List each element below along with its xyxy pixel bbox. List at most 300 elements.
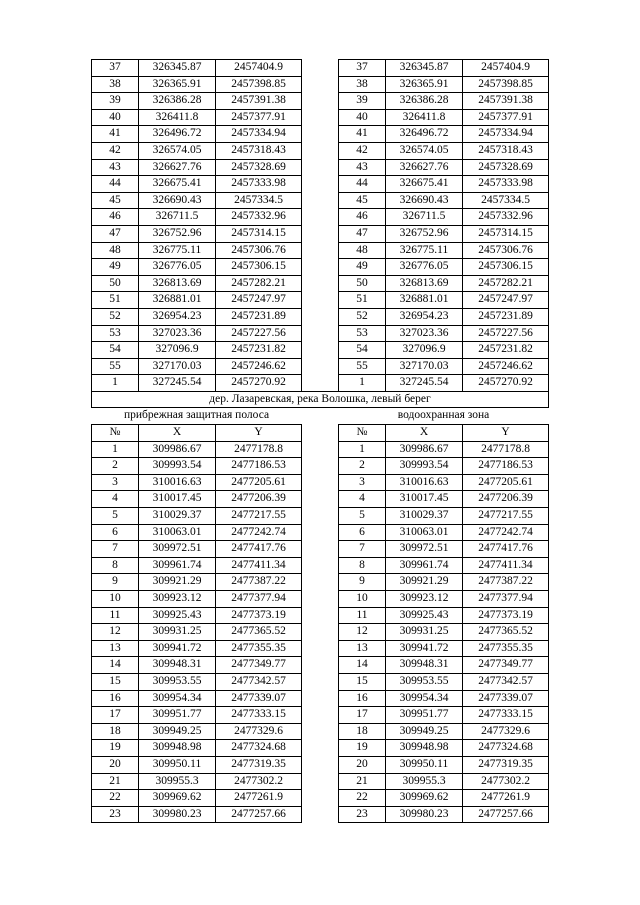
left-y-coordinate: 2477257.66 — [216, 806, 302, 823]
table-row — [92, 740, 549, 757]
right-point-number: 46 — [339, 209, 386, 226]
right-y-coordinate: 2457377.91 — [463, 109, 549, 126]
left-x-coordinate: 309941.72 — [139, 640, 216, 657]
right-y-coordinate: 2477365.52 — [463, 624, 549, 641]
left-x-coordinate: 309948.31 — [139, 657, 216, 674]
right-y-coordinate: 2457314.15 — [463, 225, 549, 242]
left-x-coordinate: 326496.72 — [139, 126, 216, 143]
left-x-coordinate: 326776.05 — [139, 259, 216, 276]
column-gap — [302, 591, 339, 608]
table-row — [92, 657, 549, 674]
right-y-coordinate: 2457246.62 — [463, 358, 549, 375]
left-y-coordinate: 2457282.21 — [216, 275, 302, 292]
left-x-coordinate: 327096.9 — [139, 342, 216, 359]
left-y-coordinate: 2477205.61 — [216, 474, 302, 491]
column-gap — [302, 176, 339, 193]
left-point-number: 51 — [92, 292, 139, 309]
left-x-coordinate: 326574.05 — [139, 142, 216, 159]
column-gap — [302, 425, 339, 442]
right-x-coordinate: 309980.23 — [386, 806, 463, 823]
left-point-number: 40 — [92, 109, 139, 126]
right-y-coordinate: 2457334.5 — [463, 192, 549, 209]
left-y-coordinate: 2457314.15 — [216, 225, 302, 242]
right-y-coordinate: 2477261.9 — [463, 790, 549, 807]
left-point-number: 10 — [92, 591, 139, 608]
right-point-number: 40 — [339, 109, 386, 126]
column-gap — [302, 292, 339, 309]
right-y-coordinate: 2477355.35 — [463, 640, 549, 657]
right-x-coordinate: 309955.3 — [386, 773, 463, 790]
table-row — [92, 76, 549, 93]
right-x-coordinate: 310017.45 — [386, 491, 463, 508]
right-x-coordinate: 309948.31 — [386, 657, 463, 674]
right-y-coordinate: 2457270.92 — [463, 375, 549, 392]
right-zone-heading: водоохранная зона — [339, 408, 549, 425]
left-x-coordinate: 309953.55 — [139, 673, 216, 690]
column-header-row — [92, 425, 549, 442]
column-gap — [302, 557, 339, 574]
left-point-number: 7 — [92, 541, 139, 558]
left-x-coordinate: 309986.67 — [139, 441, 216, 458]
right-y-coordinate: 2477373.19 — [463, 607, 549, 624]
left-y-coordinate: 2457231.82 — [216, 342, 302, 359]
left-y-coordinate: 2477324.68 — [216, 740, 302, 757]
table-row — [92, 142, 549, 159]
table-row — [92, 292, 549, 309]
column-gap — [302, 524, 339, 541]
right-y-coordinate: 2477257.66 — [463, 806, 549, 823]
left-point-number: 22 — [92, 790, 139, 807]
left-point-number: 17 — [92, 707, 139, 724]
column-gap — [302, 458, 339, 475]
right-point-number: 48 — [339, 242, 386, 259]
left-y-coordinate: 2457306.15 — [216, 259, 302, 276]
right-x-coordinate: 309986.67 — [386, 441, 463, 458]
column-gap — [302, 508, 339, 525]
table-row — [92, 192, 549, 209]
left-x-coordinate: 309931.25 — [139, 624, 216, 641]
left-x-coordinate: 327023.36 — [139, 325, 216, 342]
zone-heading-row — [92, 408, 549, 425]
table-row — [92, 524, 549, 541]
left-point-number: 6 — [92, 524, 139, 541]
column-gap — [302, 408, 339, 425]
right-point-number: 52 — [339, 308, 386, 325]
left-x-coordinate: 326675.41 — [139, 176, 216, 193]
right-y-coordinate: 2477377.94 — [463, 591, 549, 608]
left-point-number: 46 — [92, 209, 139, 226]
left-point-number: 49 — [92, 259, 139, 276]
left-x-coordinate: 326881.01 — [139, 292, 216, 309]
right-y-coordinate: 2457282.21 — [463, 275, 549, 292]
column-gap — [302, 375, 339, 392]
left-point-number: 50 — [92, 275, 139, 292]
right-x-coordinate: 309925.43 — [386, 607, 463, 624]
right-y-coordinate: 2457306.15 — [463, 259, 549, 276]
right-x-coordinate: 309923.12 — [386, 591, 463, 608]
table-row — [92, 275, 549, 292]
right-point-number: 1 — [339, 375, 386, 392]
right-x-coordinate: 310063.01 — [386, 524, 463, 541]
left-y-coordinate: 2477355.35 — [216, 640, 302, 657]
left-point-number: 41 — [92, 126, 139, 143]
table-row — [92, 176, 549, 193]
right-x-coordinate: 309941.72 — [386, 640, 463, 657]
left-point-number: 19 — [92, 740, 139, 757]
table-row — [92, 541, 549, 558]
right-point-number: 2 — [339, 458, 386, 475]
left-point-number: 12 — [92, 624, 139, 641]
right-header-number: № — [339, 425, 386, 442]
left-point-number: 47 — [92, 225, 139, 242]
right-point-number: 14 — [339, 657, 386, 674]
right-y-coordinate: 2477302.2 — [463, 773, 549, 790]
table-row — [92, 458, 549, 475]
right-y-coordinate: 2477242.74 — [463, 524, 549, 541]
right-x-coordinate: 309950.11 — [386, 756, 463, 773]
right-y-coordinate: 2457306.76 — [463, 242, 549, 259]
right-point-number: 21 — [339, 773, 386, 790]
right-y-coordinate: 2477329.6 — [463, 723, 549, 740]
right-y-coordinate: 2477324.68 — [463, 740, 549, 757]
right-point-number: 7 — [339, 541, 386, 558]
right-y-coordinate: 2457318.43 — [463, 142, 549, 159]
right-point-number: 41 — [339, 126, 386, 143]
right-y-coordinate: 2477333.15 — [463, 707, 549, 724]
table-row — [92, 806, 549, 823]
right-point-number: 38 — [339, 76, 386, 93]
column-gap — [302, 756, 339, 773]
section-title-row — [92, 391, 549, 408]
left-x-coordinate: 310063.01 — [139, 524, 216, 541]
left-y-coordinate: 2477365.52 — [216, 624, 302, 641]
right-point-number: 15 — [339, 673, 386, 690]
left-point-number: 53 — [92, 325, 139, 342]
left-x-coordinate: 326954.23 — [139, 308, 216, 325]
left-point-number: 23 — [92, 806, 139, 823]
right-y-coordinate: 2457231.89 — [463, 308, 549, 325]
column-gap — [302, 474, 339, 491]
left-point-number: 5 — [92, 508, 139, 525]
left-point-number: 1 — [92, 441, 139, 458]
left-y-coordinate: 2477217.55 — [216, 508, 302, 525]
column-gap — [302, 806, 339, 823]
left-point-number: 14 — [92, 657, 139, 674]
table-row — [92, 574, 549, 591]
right-x-coordinate: 309931.25 — [386, 624, 463, 641]
section-title: дер. Лазаревская, река Волошка, левый берег — [92, 391, 549, 408]
left-point-number: 15 — [92, 673, 139, 690]
left-x-coordinate: 309921.29 — [139, 574, 216, 591]
right-y-coordinate: 2477387.22 — [463, 574, 549, 591]
column-gap — [302, 723, 339, 740]
right-x-coordinate: 310016.63 — [386, 474, 463, 491]
right-point-number: 16 — [339, 690, 386, 707]
column-gap — [302, 192, 339, 209]
right-x-coordinate: 309969.62 — [386, 790, 463, 807]
right-y-coordinate: 2477411.34 — [463, 557, 549, 574]
left-header-number: № — [92, 425, 139, 442]
column-gap — [302, 275, 339, 292]
right-point-number: 45 — [339, 192, 386, 209]
left-point-number: 48 — [92, 242, 139, 259]
table-row — [92, 242, 549, 259]
right-y-coordinate: 2477319.35 — [463, 756, 549, 773]
column-gap — [302, 624, 339, 641]
left-point-number: 42 — [92, 142, 139, 159]
column-gap — [302, 541, 339, 558]
left-x-coordinate: 326690.43 — [139, 192, 216, 209]
right-x-coordinate: 327096.9 — [386, 342, 463, 359]
right-point-number: 18 — [339, 723, 386, 740]
left-point-number: 43 — [92, 159, 139, 176]
right-point-number: 22 — [339, 790, 386, 807]
right-y-coordinate: 2457227.56 — [463, 325, 549, 342]
left-y-coordinate: 2477329.6 — [216, 723, 302, 740]
right-point-number: 50 — [339, 275, 386, 292]
table-row — [92, 591, 549, 608]
left-y-coordinate: 2477333.15 — [216, 707, 302, 724]
right-x-coordinate: 309921.29 — [386, 574, 463, 591]
right-point-number: 44 — [339, 176, 386, 193]
left-y-coordinate: 2457404.9 — [216, 60, 302, 77]
column-gap — [302, 126, 339, 143]
column-gap — [302, 673, 339, 690]
right-y-coordinate: 2477178.8 — [463, 441, 549, 458]
left-x-coordinate: 326627.76 — [139, 159, 216, 176]
right-point-number: 23 — [339, 806, 386, 823]
left-x-coordinate: 310017.45 — [139, 491, 216, 508]
right-x-coordinate: 310029.37 — [386, 508, 463, 525]
left-point-number: 54 — [92, 342, 139, 359]
table-row — [92, 624, 549, 641]
left-y-coordinate: 2477302.2 — [216, 773, 302, 790]
left-y-coordinate: 2457306.76 — [216, 242, 302, 259]
right-x-coordinate: 326881.01 — [386, 292, 463, 309]
column-gap — [302, 142, 339, 159]
left-x-coordinate: 309955.3 — [139, 773, 216, 790]
table-row — [92, 93, 549, 110]
right-point-number: 9 — [339, 574, 386, 591]
right-y-coordinate: 2477186.53 — [463, 458, 549, 475]
left-y-coordinate: 2457246.62 — [216, 358, 302, 375]
right-point-number: 5 — [339, 508, 386, 525]
left-zone-heading: прибрежная защитная полоса — [92, 408, 302, 425]
left-y-coordinate: 2477186.53 — [216, 458, 302, 475]
right-point-number: 47 — [339, 225, 386, 242]
right-x-coordinate: 326711.5 — [386, 209, 463, 226]
column-gap — [302, 740, 339, 757]
column-gap — [302, 790, 339, 807]
table-row — [92, 640, 549, 657]
left-point-number: 8 — [92, 557, 139, 574]
right-y-coordinate: 2457333.98 — [463, 176, 549, 193]
right-point-number: 17 — [339, 707, 386, 724]
right-x-coordinate: 309972.51 — [386, 541, 463, 558]
table-row — [92, 773, 549, 790]
left-x-coordinate: 326365.91 — [139, 76, 216, 93]
left-x-coordinate: 309950.11 — [139, 756, 216, 773]
left-x-coordinate: 309980.23 — [139, 806, 216, 823]
left-y-coordinate: 2477377.94 — [216, 591, 302, 608]
right-point-number: 4 — [339, 491, 386, 508]
table-row — [92, 209, 549, 226]
right-x-coordinate: 309951.77 — [386, 707, 463, 724]
left-x-coordinate: 326752.96 — [139, 225, 216, 242]
left-x-coordinate: 309951.77 — [139, 707, 216, 724]
left-x-coordinate: 309923.12 — [139, 591, 216, 608]
left-point-number: 45 — [92, 192, 139, 209]
left-point-number: 3 — [92, 474, 139, 491]
table-row — [92, 756, 549, 773]
right-y-coordinate: 2477339.07 — [463, 690, 549, 707]
top-coordinates-body — [92, 60, 549, 392]
left-x-coordinate: 309954.34 — [139, 690, 216, 707]
column-gap — [302, 60, 339, 77]
table-row — [92, 159, 549, 176]
left-y-coordinate: 2477339.07 — [216, 690, 302, 707]
table-row — [92, 607, 549, 624]
right-point-number: 51 — [339, 292, 386, 309]
right-point-number: 13 — [339, 640, 386, 657]
section-header-body — [92, 391, 549, 441]
column-gap — [302, 707, 339, 724]
table-row — [92, 723, 549, 740]
table-row — [92, 491, 549, 508]
right-y-coordinate: 2457391.38 — [463, 93, 549, 110]
table-row — [92, 60, 549, 77]
left-y-coordinate: 2477417.76 — [216, 541, 302, 558]
left-y-coordinate: 2477342.57 — [216, 673, 302, 690]
column-gap — [302, 690, 339, 707]
right-y-coordinate: 2477205.61 — [463, 474, 549, 491]
column-gap — [302, 607, 339, 624]
bottom-coordinates-body — [92, 441, 549, 823]
right-x-coordinate: 326675.41 — [386, 176, 463, 193]
column-gap — [302, 574, 339, 591]
right-point-number: 54 — [339, 342, 386, 359]
column-gap — [302, 242, 339, 259]
left-y-coordinate: 2477242.74 — [216, 524, 302, 541]
right-point-number: 19 — [339, 740, 386, 757]
left-y-coordinate: 2457247.97 — [216, 292, 302, 309]
left-y-coordinate: 2477319.35 — [216, 756, 302, 773]
right-x-coordinate: 326954.23 — [386, 308, 463, 325]
column-gap — [302, 76, 339, 93]
table-row — [92, 557, 549, 574]
left-point-number: 21 — [92, 773, 139, 790]
left-x-coordinate: 309948.98 — [139, 740, 216, 757]
right-x-coordinate: 327170.03 — [386, 358, 463, 375]
table-row — [92, 325, 549, 342]
right-y-coordinate: 2477417.76 — [463, 541, 549, 558]
table-row — [92, 109, 549, 126]
left-x-coordinate: 310029.37 — [139, 508, 216, 525]
right-x-coordinate: 309993.54 — [386, 458, 463, 475]
left-header-y: Y — [216, 425, 302, 442]
table-row — [92, 790, 549, 807]
left-point-number: 1 — [92, 375, 139, 392]
left-y-coordinate: 2457391.38 — [216, 93, 302, 110]
right-x-coordinate: 326627.76 — [386, 159, 463, 176]
left-x-coordinate: 309949.25 — [139, 723, 216, 740]
left-y-coordinate: 2477178.8 — [216, 441, 302, 458]
left-point-number: 39 — [92, 93, 139, 110]
right-x-coordinate: 309961.74 — [386, 557, 463, 574]
left-y-coordinate: 2457231.89 — [216, 308, 302, 325]
left-point-number: 44 — [92, 176, 139, 193]
column-gap — [302, 109, 339, 126]
column-gap — [302, 773, 339, 790]
table-row — [92, 673, 549, 690]
coordinates-document — [91, 59, 553, 823]
right-point-number: 43 — [339, 159, 386, 176]
column-gap — [302, 342, 339, 359]
column-gap — [302, 209, 339, 226]
left-x-coordinate: 309969.62 — [139, 790, 216, 807]
column-gap — [302, 441, 339, 458]
left-y-coordinate: 2477387.22 — [216, 574, 302, 591]
table-row — [92, 690, 549, 707]
table-row — [92, 259, 549, 276]
left-x-coordinate: 327245.54 — [139, 375, 216, 392]
table-row — [92, 358, 549, 375]
left-x-coordinate: 309972.51 — [139, 541, 216, 558]
left-y-coordinate: 2457334.94 — [216, 126, 302, 143]
table-row — [92, 126, 549, 143]
right-x-coordinate: 326776.05 — [386, 259, 463, 276]
right-point-number: 10 — [339, 591, 386, 608]
left-point-number: 9 — [92, 574, 139, 591]
left-x-coordinate: 309993.54 — [139, 458, 216, 475]
table-row — [92, 342, 549, 359]
left-point-number: 20 — [92, 756, 139, 773]
right-y-coordinate: 2477342.57 — [463, 673, 549, 690]
right-point-number: 12 — [339, 624, 386, 641]
right-x-coordinate: 326411.8 — [386, 109, 463, 126]
left-point-number: 11 — [92, 607, 139, 624]
column-gap — [302, 657, 339, 674]
left-x-coordinate: 326813.69 — [139, 275, 216, 292]
left-point-number: 55 — [92, 358, 139, 375]
left-y-coordinate: 2477206.39 — [216, 491, 302, 508]
right-x-coordinate: 309954.34 — [386, 690, 463, 707]
left-point-number: 38 — [92, 76, 139, 93]
right-x-coordinate: 326345.87 — [386, 60, 463, 77]
left-y-coordinate: 2457398.85 — [216, 76, 302, 93]
left-point-number: 16 — [92, 690, 139, 707]
table-row — [92, 308, 549, 325]
right-y-coordinate: 2457247.97 — [463, 292, 549, 309]
left-point-number: 2 — [92, 458, 139, 475]
left-point-number: 37 — [92, 60, 139, 77]
column-gap — [302, 308, 339, 325]
left-point-number: 13 — [92, 640, 139, 657]
left-x-coordinate: 326411.8 — [139, 109, 216, 126]
table-row — [92, 508, 549, 525]
left-x-coordinate: 309961.74 — [139, 557, 216, 574]
right-y-coordinate: 2477217.55 — [463, 508, 549, 525]
right-y-coordinate: 2457398.85 — [463, 76, 549, 93]
column-gap — [302, 640, 339, 657]
left-y-coordinate: 2457332.96 — [216, 209, 302, 226]
right-x-coordinate: 326813.69 — [386, 275, 463, 292]
table-row — [92, 707, 549, 724]
left-y-coordinate: 2477373.19 — [216, 607, 302, 624]
column-gap — [302, 225, 339, 242]
right-y-coordinate: 2477349.77 — [463, 657, 549, 674]
right-point-number: 8 — [339, 557, 386, 574]
